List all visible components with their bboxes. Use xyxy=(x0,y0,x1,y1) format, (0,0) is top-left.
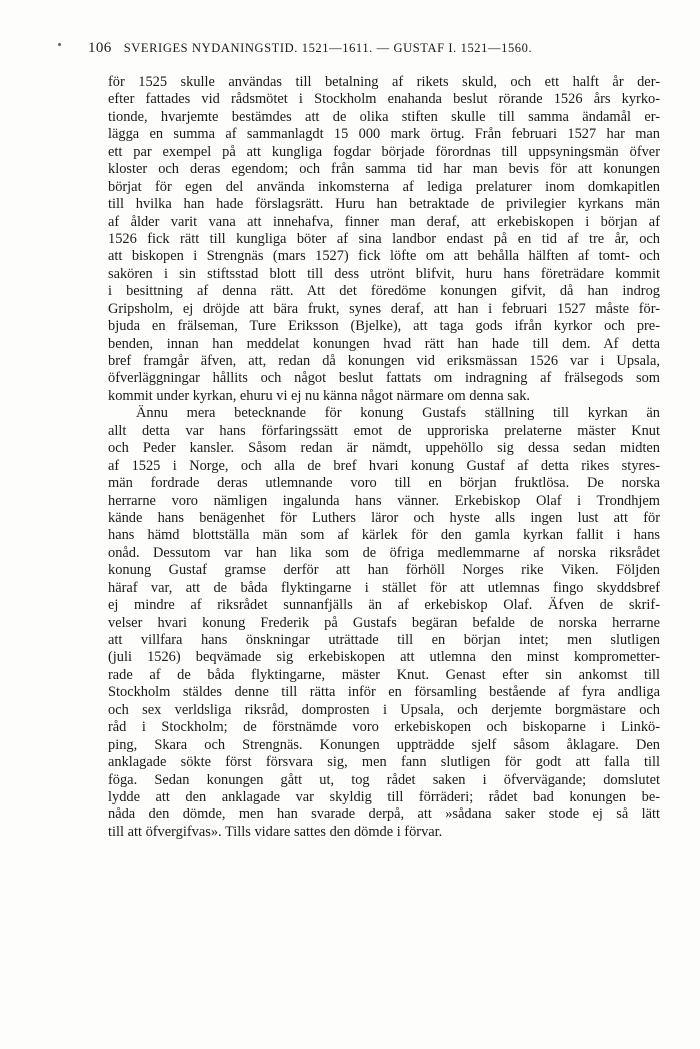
text-line: herrarne voro nämligen ingalunda hans vänner. Erkebiskop Olaf i Trondhjem xyxy=(108,492,660,509)
text-line: råd i Stockholm; de förstnämde voro erkebiskopen och biskoparne i Linkö- xyxy=(108,719,660,736)
text-line: för 1525 skulle användas till betalning af rikets skuld, och ett halft år der- xyxy=(108,74,660,90)
text-line: föga. Sedan konungen gått ut, tog rådet saken i öfvervägande; domslutet xyxy=(108,771,660,788)
running-head-title: SVERIGES NYDANINGSTID. 1521—1611. — GUSTAF I. 1521—1560. xyxy=(123,41,533,55)
text-line: och Peder kansler. Såsom redan är nämdt, uppehöllo sig dessa sedan midten xyxy=(108,440,660,457)
text-line: Ännu mera betecknande för konung Gustafs ställning till kyrkan än xyxy=(136,405,660,422)
text-line: män fordrade deras utlemnande voro till en början fruktlösa. De norska xyxy=(108,475,660,492)
text-line: tionde, hvarjemte bestämdes att de olika stiften skulle till samma ändamål er- xyxy=(108,108,660,125)
text-line: allt detta var hans förfaringssätt emot de upproriska prelaterne mäster Knut xyxy=(108,422,660,439)
text-line: konung Gustaf gramse derför att han förhöll Norges rike Viken. Följden xyxy=(108,562,660,579)
text-line: sakören i sin stiftsstad blott till dess utrönt blifvit, huru hans företrädare kommit xyxy=(108,265,660,282)
text-line: lägga en summa af sammanlagdt 15 000 mark örtug. Från februari 1527 har man xyxy=(108,126,660,143)
text-line: Stockholm stäldes denne till rätta inför en församling bestående af fyra andliga xyxy=(108,684,660,701)
body-text xyxy=(108,74,660,841)
text-line: af ålder varit vana att innehafva, finner man deraf, att erkebiskopen i början af xyxy=(108,213,660,230)
text-line: efter fattades vid rådsmötet i Stockholm enahanda beslut rörande 1526 års kyrko- xyxy=(108,91,660,108)
text-line: af 1525 i Norge, och alla de bref hvari konung Gustaf af detta rikes styres- xyxy=(108,457,660,474)
text-line: ett par exempel på att kungliga fogdar började förordnas till uppsyningsmän öfver xyxy=(108,143,660,160)
text-line: att villfara hans önskningar uträttade till en början intet; men slutligen xyxy=(108,632,660,648)
text-line: i besittning af denna rätt. Att det föredöme konungen gifvit, då han indrog xyxy=(108,283,660,300)
text-line: (juli 1526) beqvämade sig erkebiskopen att utlemna den minst komprometter- xyxy=(108,649,660,666)
text-line: lydde att den anklagade var skyldig till förräderi; rådet bad konungen be- xyxy=(108,788,660,805)
text-line: hans hämd blottställa män som af kärlek för den gamla kyrkan fallit i hans xyxy=(108,527,660,544)
text-line: öfverläggningar hållits och något beslut fattats om indragning af frälsegods som xyxy=(108,370,660,387)
text-line: kände hans benägenhet för Luthers läror och hyste alls ingen lust att för xyxy=(108,509,660,526)
running-head xyxy=(88,40,658,60)
margin-dot xyxy=(58,43,61,46)
text-line: benden, innan han meddelat konungen hvad rätt han hade till dem. Af detta xyxy=(108,335,660,352)
text-line: velser hvari konung Frederik på Gustafs begäran befalde de norska herrarne xyxy=(108,614,660,631)
text-line: ej mindre af riksrådet sunnanfjälls än af erkebiskop Olaf. Äfven de skrif- xyxy=(108,597,660,614)
text-line: bref framgår äfven, att, redan då konungen vid eriksmässan 1526 var i Upsala, xyxy=(108,353,660,369)
text-line: häraf var, att de båda flyktingarne i stället för att utlemnas fingo skyddsbref xyxy=(108,579,660,596)
text-line: till att öfvergifvas». Tills vidare sattes den dömde i förvar. xyxy=(108,823,443,840)
text-line: och sex verldsliga riksråd, domprosten i Upsala, och derjemte borgmästare och xyxy=(108,701,660,718)
text-line: 1526 fick rätt till kungliga böter af sina landbor endast på en tid af tre år, och xyxy=(108,230,660,247)
text-line: rade af de båda flyktingarne, mäster Knut. Genast efter sin ankomst till xyxy=(108,666,660,683)
text-line: kommit under kyrkan, ehuru vi ej nu känna något närmare om denna sak. xyxy=(108,387,531,404)
text-line: nåda den dömde, men han svarade derpå, att »sådana saker stode ej så lätt xyxy=(108,806,660,823)
text-line: att biskopen i Strengnäs (mars 1527) fick löfte om att behålla hälften af tomt- och xyxy=(108,248,660,265)
text-line: ping, Skara och Strengnäs. Konungen uppträdde sjelf såsom åklagare. Den xyxy=(108,736,660,753)
paragraph xyxy=(108,405,660,841)
text-line: onåd. Dessutom var han lika som de öfriga medlemmarne af norska riksrådet xyxy=(108,544,660,561)
text-line: Gripsholm, ej dröjde att bära frukt, synes deraf, att han i februari 1527 måste för- xyxy=(108,300,660,317)
paragraph xyxy=(108,74,660,405)
text-line: kloster och deras egendom; och från samma tid har man bevis för att konungen xyxy=(108,161,660,178)
text-line: bjuda en frälseman, Ture Eriksson (Bjelke), att taga gods ifrån kyrkor och pre- xyxy=(108,318,660,335)
page-number: 106 xyxy=(88,40,112,56)
text-line: till hvilka han hade förslagsrätt. Huru han betraktade de privilegier kyrkans män xyxy=(108,196,660,213)
text-line: anklagade sökte först försvara sig, men fann slutligen för godt att falla till xyxy=(108,754,660,771)
text-line: börjat för egen del använda inkomsterna af lediga prelaturer inom domkapitlen xyxy=(108,178,660,195)
